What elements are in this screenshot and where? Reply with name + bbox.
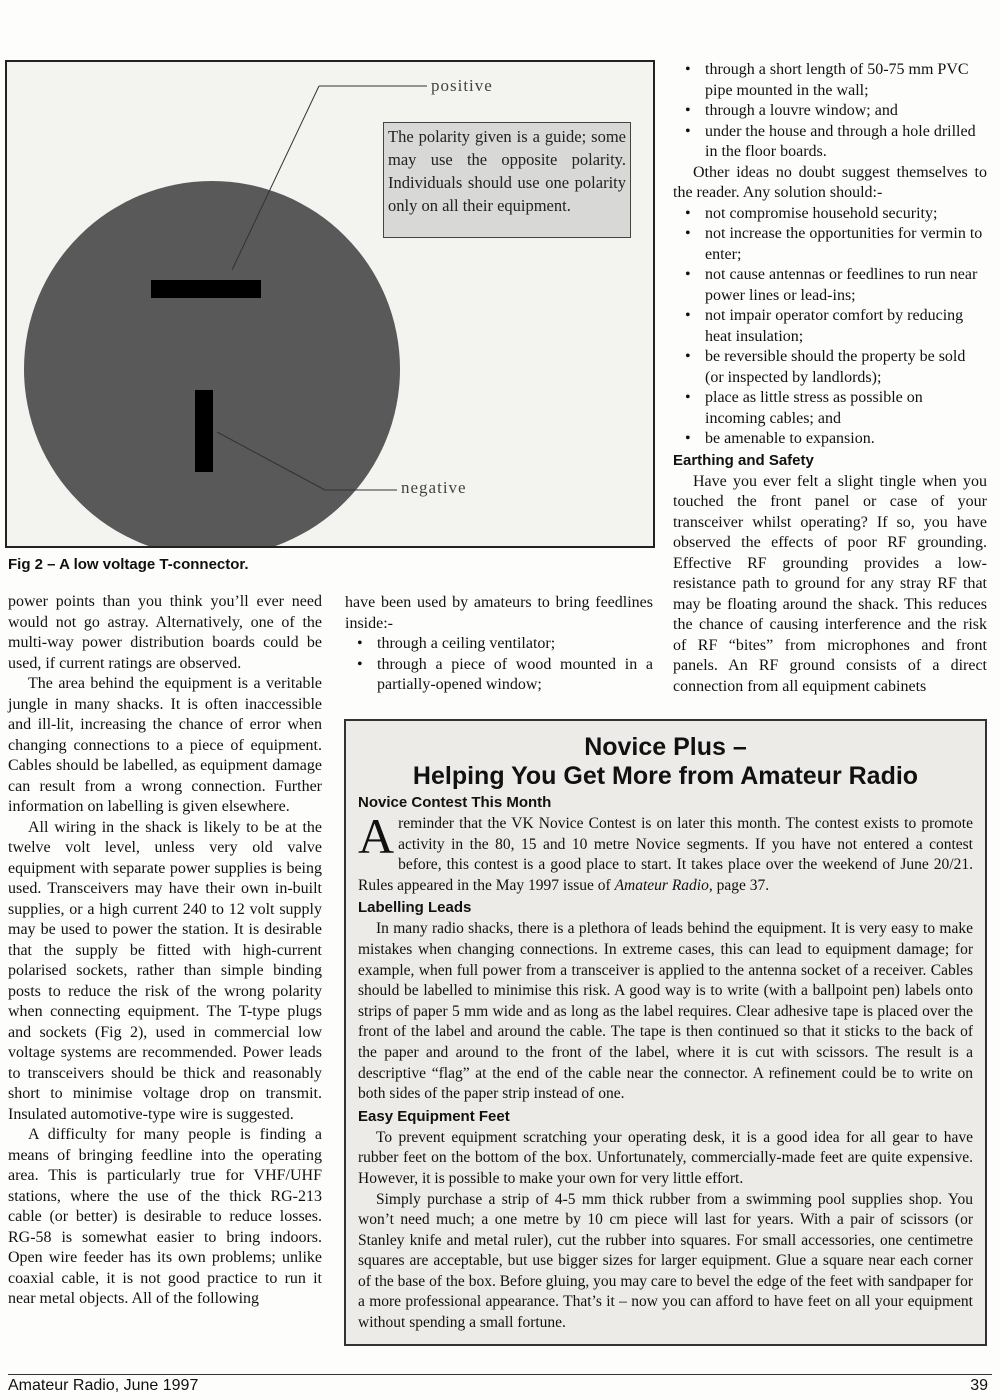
paragraph xyxy=(358,808,973,896)
list-item: • not cause antennas or feedlines to run near power lines or lead-ins; xyxy=(673,265,987,306)
list-item: • under the house and through a hole drilled in the floor boards. xyxy=(673,122,987,163)
negative-pin-slot xyxy=(195,390,213,472)
paragraph: power points than you think you’ll ever need would not go astray. Alternatively, one of the multi-way power distribution boards could be used, if current ratings are observed. xyxy=(8,593,322,672)
footer-publication: Amateur Radio, June 1997 xyxy=(8,1377,199,1394)
list-item: • not increase the opportunities for vermin to enter; xyxy=(673,224,987,265)
section-heading: Labelling Leads xyxy=(358,899,472,917)
list-item: • through a short length of 50-75 mm PVC pipe mounted in the wall; xyxy=(673,60,987,101)
novice-plus-box xyxy=(344,719,987,1346)
list-item: • place as little stress as possible on incoming cables; and xyxy=(673,388,987,429)
figure-2 xyxy=(5,60,655,548)
column-1 xyxy=(8,592,322,1310)
section-heading: Easy Equipment Feet xyxy=(358,1107,510,1125)
list-item: • be amenable to expansion. xyxy=(673,429,987,450)
section-heading: Novice Contest This Month xyxy=(358,794,552,811)
feedline-list-continued xyxy=(673,60,987,163)
list-item: • through a piece of wood mounted in a partially-opened window; xyxy=(345,655,653,696)
negative-label: negative xyxy=(401,478,467,497)
positive-pin-slot xyxy=(151,280,261,298)
paragraph: In many radio shacks, there is a plethora of leads behind the equipment. It is very easy to make mistakes when changing connections. In extreme cases, this can lead to equipment damage; for example, when full power from a transceiver is applied to the antenna socket of a receiver. Cables should be labelled to minimise this risk. A good way is to write (with a ballpoint pen) labels onto strips of paper 5 mm wide and as long as the label requires. Clear adhesive tape is placed over the front of the label and around the cable. The tape is then continued so that it sticks to the back of the paper and around to the front of the label, where it is cut with scissors. The result is a descriptive “flag” at the end of the cable near the connector. A refinement could be to write on both sides of the paper strip instead of one. xyxy=(358,920,973,1103)
polarity-note: The polarity given is a guide; some may use the opposite polarity. Individuals should use one polarity only on all their equipment. xyxy=(383,122,631,238)
list-item: • not impair operator comfort by reducing heat insulation; xyxy=(673,306,987,347)
solution-criteria-list xyxy=(673,204,987,450)
paragraph: have been used by amateurs to bring feedlines inside:- xyxy=(345,594,653,632)
list-item: • be reversible should the property be sold (or inspected by landlords); xyxy=(673,347,987,388)
drop-cap: A xyxy=(358,808,395,864)
list-item: • not compromise household security; xyxy=(673,204,987,225)
section-heading: Earthing and Safety xyxy=(673,451,814,469)
paragraph: Other ideas no doubt suggest themselves to the reader. Any solution should:- xyxy=(673,163,987,201)
paragraph: To prevent equipment scratching your operating desk, it is a good idea for all gear to have rubber feet on the bottom of the box. Unfortunately, commercially-made feet are quite expensive. However, it is possible to make your own for very little effort. xyxy=(358,1128,973,1187)
feedline-list xyxy=(345,634,653,696)
footer-rule xyxy=(8,1374,992,1375)
magazine-title: Amateur Radio xyxy=(614,876,709,894)
positive-label: positive xyxy=(431,76,493,95)
paragraph: A difficulty for many people is finding a means of bringing feedline into the operating area. This is particularly true for VHF/UHF stations, where the use of the thick RG-213 cable (or better) is desirable to reduce losses. RG-58 is somewhat easier to bring indoors. Open wire feeder has its own problems; unlike coaxial cable, it is not good practice to run it near metal objects. All of the following xyxy=(8,1126,322,1307)
list-item: • through a louvre window; and xyxy=(673,101,987,122)
figure-caption: Fig 2 – A low voltage T-connector. xyxy=(8,556,249,573)
text-run: reminder that the VK Novice Contest is on later this month. The contest exists to promote activity in the 80, 15 and 10 metre Novice segments. If you have not entered a contest before, this contest is a good place to start. It takes place over the weekend of June 20/21. Rules appeared in the May 1997 issue of xyxy=(358,815,973,894)
title-line: Helping You Get More from Amateur Radio xyxy=(412,762,919,790)
paragraph: All wiring in the shack is likely to be at the twelve volt level, unless very old valve equipment with separate power supplies is being used. Transceivers may have their own in-built supplies, or a high current 240 to 12 volt supply may be used to power the station. It is desirable that the supply be fitted with high-current polarised sockets, rather than simple binding posts to reduce the risk of the wrong polarity when connecting equipment. The T-type plugs and sockets (Fig 2), used in commercial low voltage systems are recommended. Power leads to transceivers should be thick and reasonably short to minimise voltage drop on transmit. Insulated automotive-type wire is suggested. xyxy=(8,818,322,1123)
list-item: • through a ceiling ventilator; xyxy=(345,634,653,655)
novice-plus-title xyxy=(358,733,973,791)
text-run: , page 37. xyxy=(708,876,770,894)
column-3 xyxy=(673,60,987,697)
title-line: Novice Plus – xyxy=(584,733,747,761)
column-2 xyxy=(345,593,653,696)
paragraph: Have you ever felt a slight tingle when you touched the front panel or case of your transceiver whilst operating? If so, you have observed the effects of poor RF grounding. Effective RF grounding provides a low-resistance path to ground for any stray RF that may be floating around the shack. This reduces the chance of causing interference and the risk of RF “bites” from microphones and front panels. An RF ground consists of a direct connection from all equipment cabinets xyxy=(673,472,987,695)
connector-face xyxy=(24,181,400,546)
page-number: 39 xyxy=(970,1377,988,1394)
paragraph: The area behind the equipment is a veritable jungle in many shacks. It is often inaccessible and ill-lit, increasing the chance of error when changing connections to a piece of equipment. Cables should be labelled, as equipment damage can result from a wrong connection. Further information on labelling is given elsewhere. xyxy=(8,675,322,815)
paragraph: Simply purchase a strip of 4-5 mm thick rubber from a swimming pool supplies shop. You won’t need much; a one metre by 10 cm piece will last for years. With a pair of scissors (or Stanley knife and metal ruler), cut the rubber into squares. For small accessories, one centimetre squares are acceptable, but use bigger sizes for larger equipment. Glue a square near each corner of the base of the box. Before gluing, you may care to bevel the edge of the feet with sandpaper for a more professional appearance. That’s it – now you can afford to have feet on all your equipment without spending a small fortune. xyxy=(358,1190,973,1332)
